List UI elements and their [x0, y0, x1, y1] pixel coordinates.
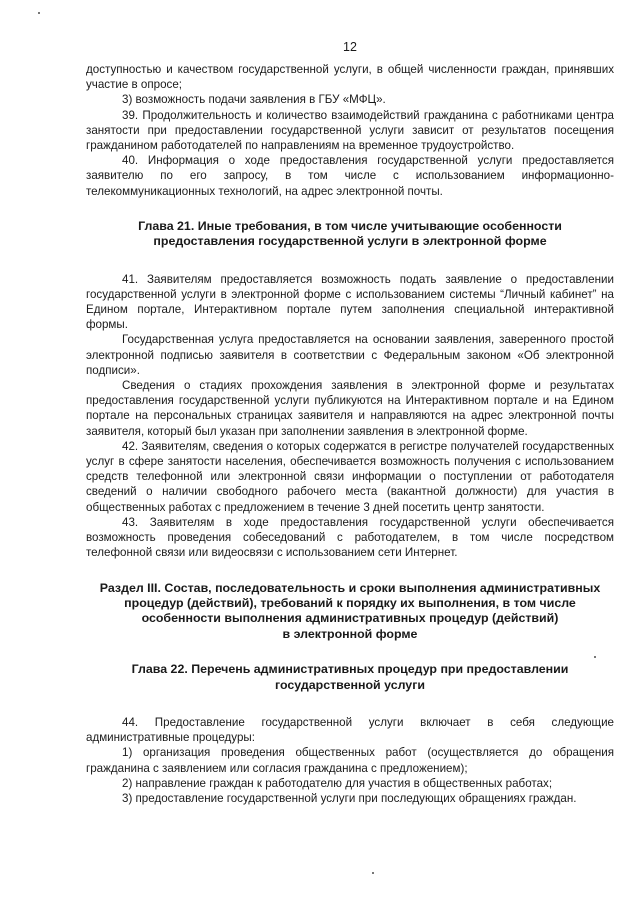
list-item: 2) направление граждан к работодателю для участия в общественных работах;	[122, 776, 553, 790]
heading-line: в электронной форме	[282, 626, 418, 641]
paragraph: Государственная услуга предоставляется на основании заявления, заверенного простой электронной подписью заявителя в соответствии с Федеральным законом «Об электронной подписи».	[86, 333, 614, 377]
list-item: 3) предоставление государственной услуги при последующих обращениях граждан.	[122, 791, 577, 805]
paragraph-item-40: 40. Информация о ходе предоставления государственной услуги предоставляется заявителю по его запросу, в том числе с использованием информационно-телекоммуникационных технологий, на адрес электронной почты.	[86, 154, 614, 198]
paragraph: Сведения о стадиях прохождения заявления в электронной форме и результатах предоставления государственной услуги публикуются на Интерактивном портале и на Едином портале на персональных страницах заявителя и направляются на адрес электронной почты заявителя, который был указан при заполнении заявления в электронной форме.	[86, 379, 614, 438]
scan-speck	[38, 12, 40, 14]
chapter-22-heading	[86, 662, 614, 693]
paragraph: доступностью и качеством государственной услуги, в общей численности граждан, принявших участие в опросе;	[86, 63, 614, 92]
heading-line: процедур (действий), требований к порядку их выполнения, в том числе	[124, 595, 576, 610]
paragraph-item-42: 42. Заявителям, сведения о которых содержатся в регистре получателей государственных услуг в сфере занятости населения, обеспечивается возможность получения с использованием средств телефонной или электронной связи информации о поступлении от работодателя сведений о наличии свободного рабочего места (вакантной должности) для участия в общественных работах с предложением в течение 3 дней посетить центр занятости.	[86, 439, 614, 514]
heading-line: государственной услуги	[275, 677, 425, 692]
list-item: 1) организация проведения общественных работ (осуществляется до обращения гражданина с заявлением или согласия гражданина с предложением);	[86, 746, 614, 775]
paragraph-item-41: 41. Заявителям предоставляется возможность подать заявление о предоставлении государственной услуги в электронной форме с использованием системы “Личный кабинет” на Едином портале, Интерактивном портале путем заполнения специальной интерактивной формы.	[86, 272, 614, 332]
scan-speck	[372, 872, 374, 874]
paragraph-item-43: 43. Заявителям в ходе предоставления государственной услуги обеспечивается возможность проведения собеседований с работодателем, в том числе посредством телефонной связи или видеосвязи с использованием сети Интернет.	[86, 515, 614, 560]
paragraph-item-39: 39. Продолжительность и количество взаимодействий гражданина с работниками центра занятости при предоставлении государственной услуги зависит от результатов посещения гражданином работодателей по направлениям на временное трудоустройство.	[86, 108, 614, 153]
section-3-heading	[86, 581, 614, 643]
heading-line: Раздел III. Состав, последовательность и сроки выполнения административных	[99, 580, 601, 595]
paragraph: 3) возможность подачи заявления в ГБУ «МФЦ».	[122, 93, 386, 107]
paragraph-item-44: 44. Предоставление государственной услуги включает в себя следующие административные процедуры:	[86, 715, 614, 745]
heading-line: Глава 22. Перечень административных процедур при предоставлении	[131, 662, 569, 677]
block-chapter-21	[86, 272, 614, 561]
chapter-21-heading	[86, 219, 614, 250]
heading-line: предоставления государственной услуги в электронной форме	[153, 234, 547, 249]
block-chapter-22	[86, 715, 614, 806]
heading-line: особенности выполнения административных процедур (действий)	[141, 611, 559, 626]
page-number: 12	[343, 40, 357, 54]
block-intro	[86, 62, 614, 199]
heading-line: Глава 21. Иные требования, в том числе учитывающие особенности	[138, 218, 562, 233]
scan-speck	[594, 656, 596, 658]
